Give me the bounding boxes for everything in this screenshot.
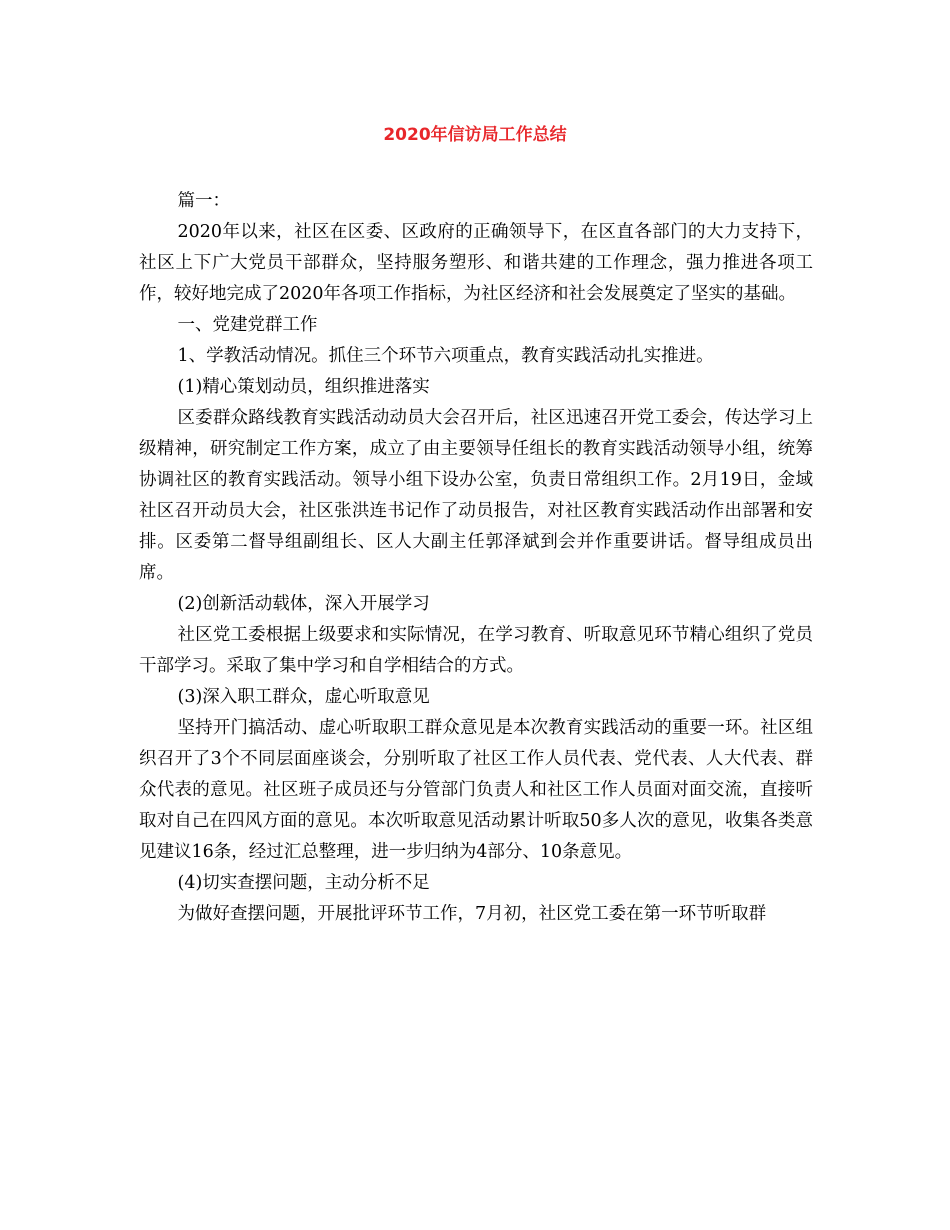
paragraph-section-label: 篇一： bbox=[177, 191, 230, 211]
subheading-problems: (4)切实查摆问题，主动分析不足 bbox=[177, 873, 430, 893]
paragraph-problems: 为做好查摆问题，开展批评环节工作，7月初，社区党工委在第一环节听取群 bbox=[177, 904, 767, 924]
subheading-innovation: (2)创新活动载体，深入开展学习 bbox=[177, 594, 430, 614]
document-title: 2020年信访局工作总结 bbox=[383, 125, 567, 145]
subheading-listening: (3)深入职工群众，虚心听取意见 bbox=[177, 687, 430, 707]
paragraph-study-activity: 1、学教活动情况。抓住三个环节六项重点，教育实践活动扎实推进。 bbox=[177, 346, 714, 366]
paragraph-innovation: 社区党工委根据上级要求和实际情况，在学习教育、听取意见环节精心组织了党员干部学习。采取了集中学习和自学相结合的方式。 bbox=[139, 625, 813, 676]
heading-party-building: 一、党建党群工作 bbox=[177, 315, 318, 335]
paragraph-listening: 坚持开门搞活动、虚心听取职工群众意见是本次教育实践活动的重要一环。社区组织召开了3个不同层面座谈会，分别听取了社区工作人员代表、党代表、人大代表、群众代表的意见。社区班子成员还与分管部门负责人和社区工作人员面对面交流，直接听取对自己在四风方面的意见。本次听取意见活动累计听取50多人次的意见，收集各类意见建议16条，经过汇总整理，进一步归纳为4部分、10条意见。 bbox=[139, 718, 813, 862]
subheading-planning: (1)精心策划动员，组织推进落实 bbox=[177, 377, 430, 397]
paragraph-planning: 区委群众路线教育实践活动动员大会召开后，社区迅速召开党工委会，传达学习上级精神，研究制定工作方案，成立了由主要领导任组长的教育实践活动领导小组，统筹协调社区的教育实践活动。领导小组下设办公室，负责日常组织工作。2月19日，金域社区召开动员大会，社区张洪连书记作了动员报告，对社区教育实践活动作出部署和安排。区委第二督导组副组长、区人大副主任郭泽斌到会并作重要讲话。督导组成员出席。 bbox=[139, 408, 813, 583]
paragraph-intro: 2020年以来，社区在区委、区政府的正确领导下，在区直各部门的大力支持下，社区上下广大党员干部群众，坚持服务塑形、和谐共建的工作理念，强力推进各项工作，较好地完成了2020年各项工作指标，为社区经济和社会发展奠定了坚实的基础。 bbox=[139, 222, 813, 304]
document-body bbox=[139, 186, 813, 930]
